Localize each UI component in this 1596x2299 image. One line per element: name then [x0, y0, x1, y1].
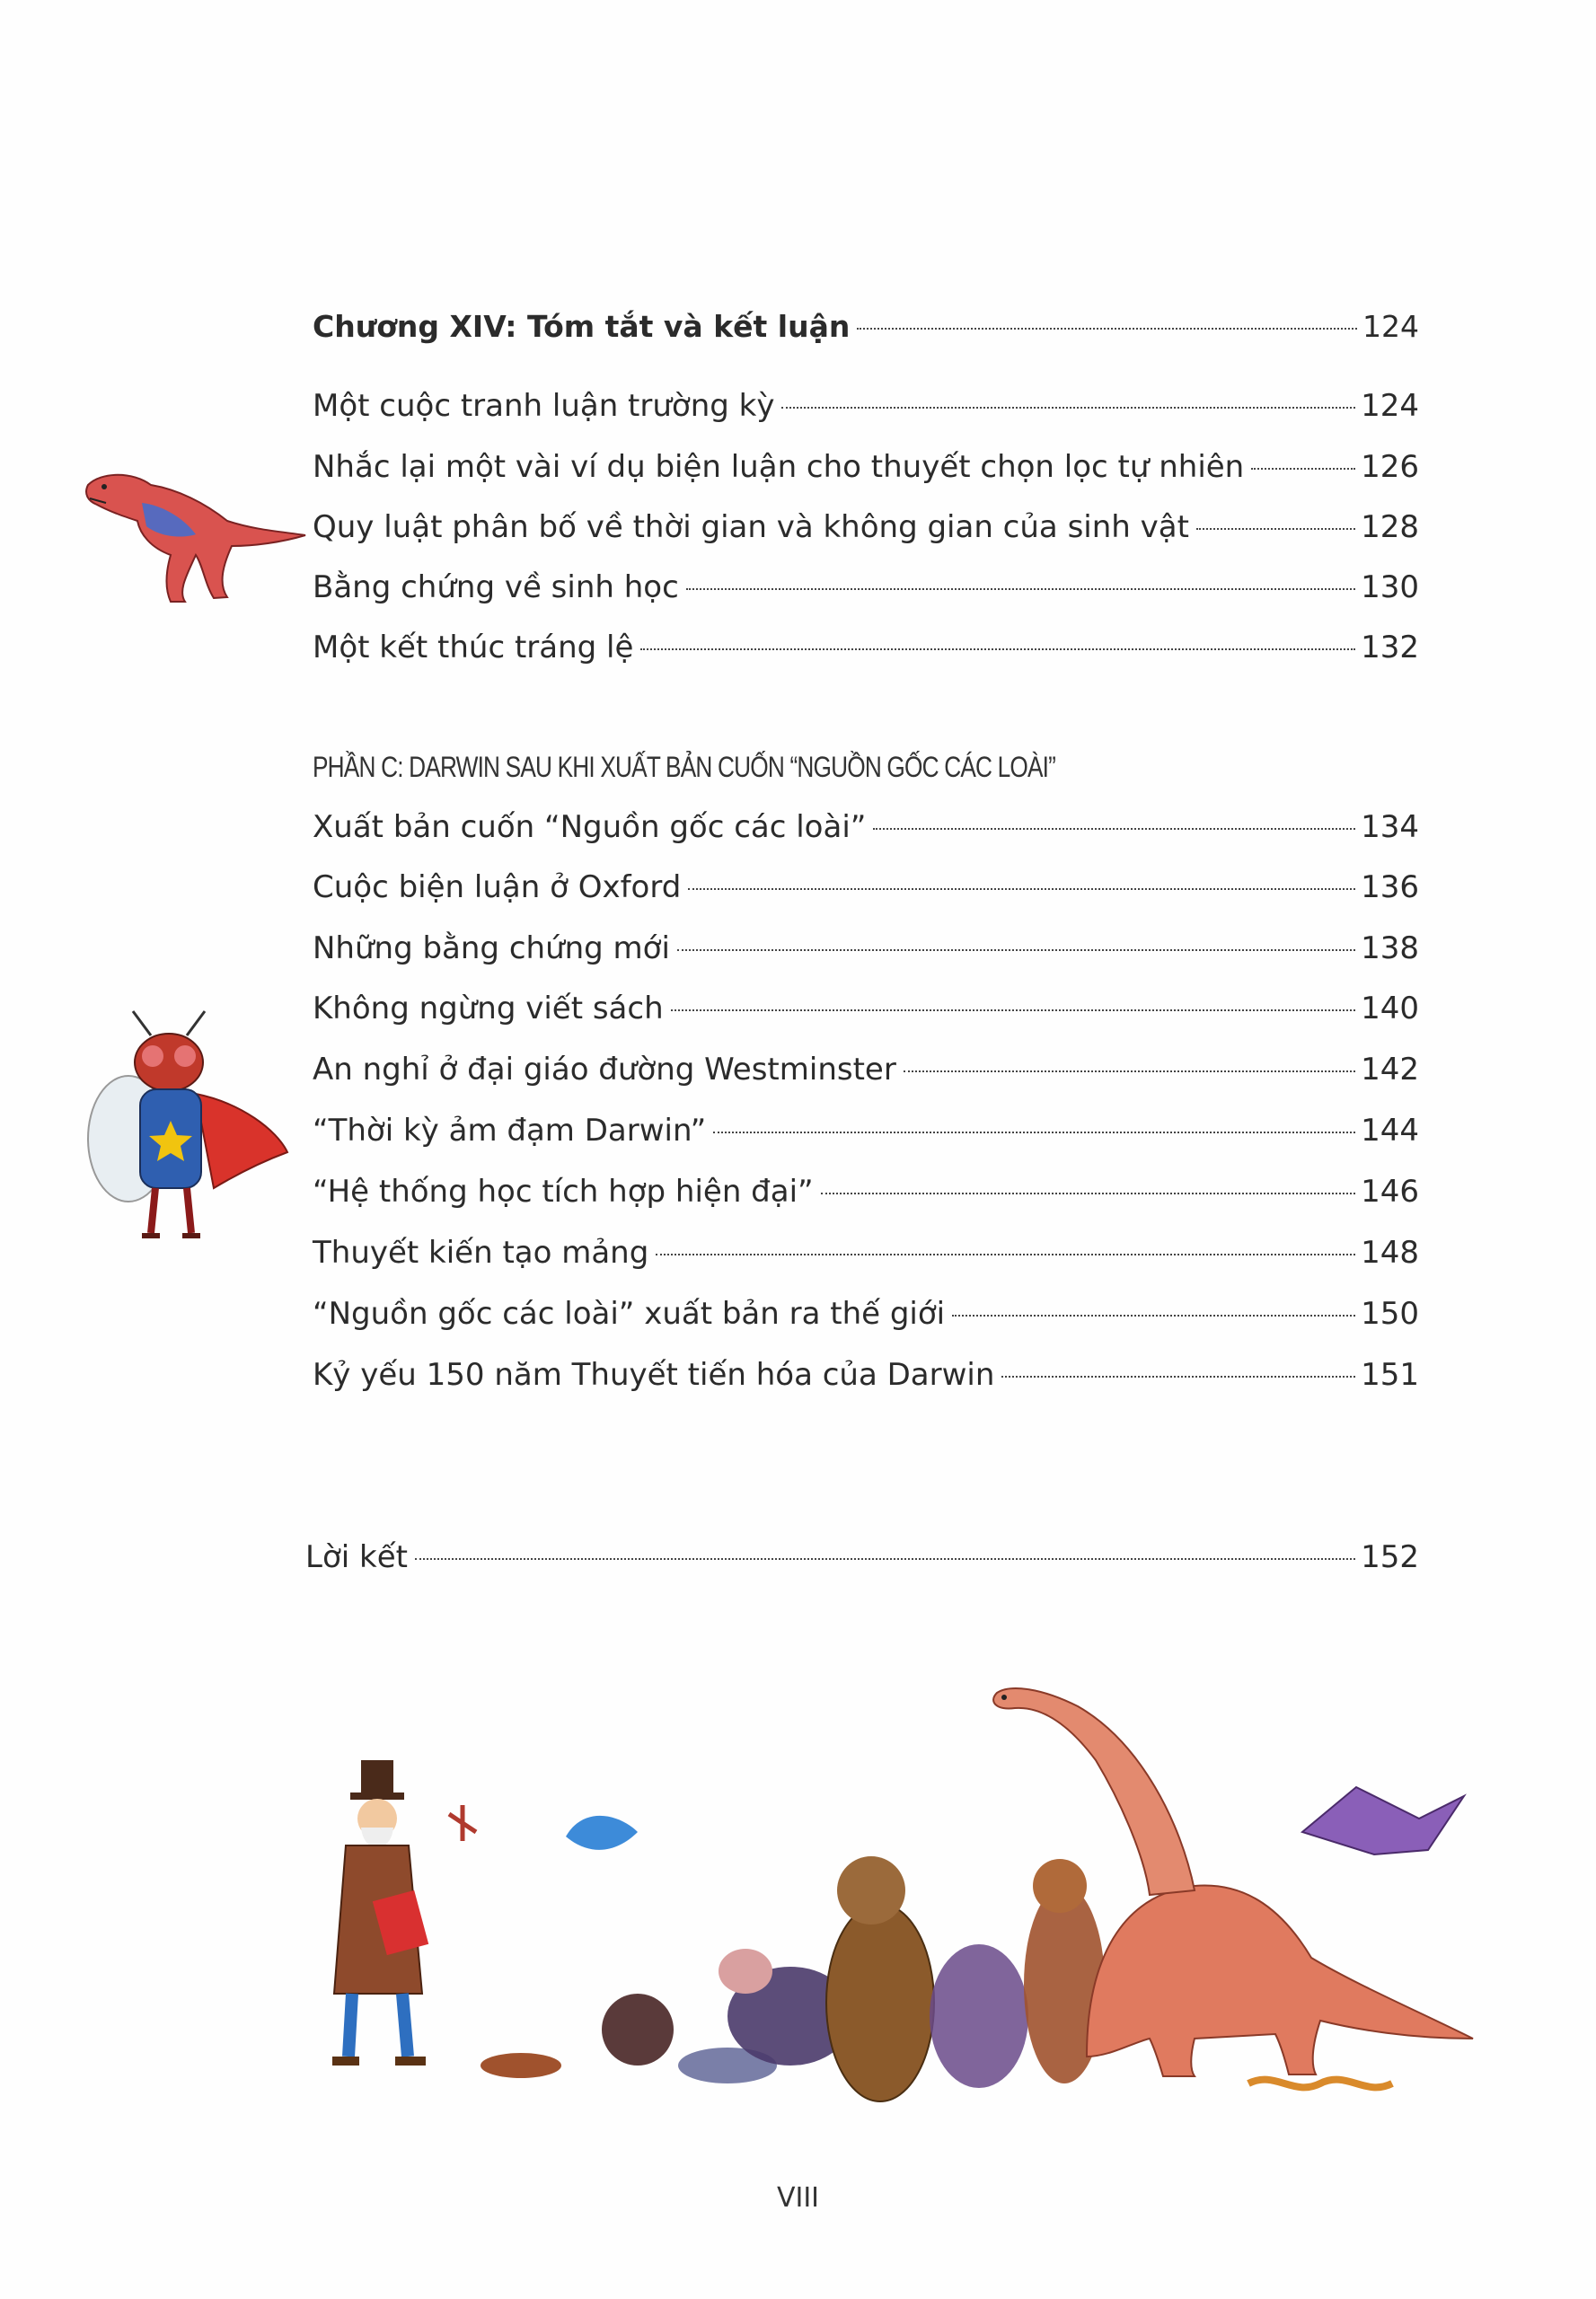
toc-entry[interactable]	[313, 868, 1419, 907]
entry-title: Những bằng chứng mới	[313, 930, 670, 966]
page-number: 142	[1361, 1052, 1419, 1088]
darwin-figure	[332, 1760, 428, 2061]
chapter-heading[interactable]	[313, 307, 1419, 347]
toc-entry[interactable]	[313, 989, 1419, 1028]
red-dinosaur-illustration	[70, 449, 313, 611]
toc-entry[interactable]	[313, 628, 1419, 667]
page-number: 132	[1361, 630, 1419, 665]
page-number: 126	[1361, 449, 1419, 485]
chapter-title: Chương XIV: Tóm tắt và kết luận	[313, 309, 851, 344]
dot-leader	[671, 1009, 1355, 1011]
entry-title: Xuất bản cuốn “Nguồn gốc các loài”	[313, 809, 867, 845]
page-number: 140	[1361, 991, 1419, 1026]
dot-leader	[857, 328, 1357, 330]
dot-leader	[1251, 468, 1355, 470]
entry-title: Nhắc lại một vài ví dụ biện luận cho thuyết chọn lọc tự nhiên	[313, 449, 1245, 485]
entry-title: Một kết thúc tráng lệ	[313, 630, 634, 665]
page-number: 144	[1361, 1113, 1419, 1149]
dot-leader	[656, 1254, 1355, 1255]
entry-title: “Hệ thống học tích hợp hiện đại”	[313, 1174, 814, 1210]
page-number: 150	[1361, 1296, 1419, 1332]
dot-leader	[686, 588, 1355, 590]
entry-title: “Thời kỳ ảm đạm Darwin”	[313, 1113, 707, 1149]
entry-title: “Nguồn gốc các loài” xuất bản ra thế giới	[313, 1296, 946, 1332]
toc-entry[interactable]	[313, 1172, 1419, 1211]
page-number: 152	[1361, 1539, 1419, 1575]
toc-entry[interactable]	[313, 1355, 1419, 1395]
page-number: 128	[1361, 509, 1419, 545]
toc-entry-closing[interactable]	[305, 1537, 1419, 1577]
dot-leader	[713, 1132, 1355, 1133]
section-label: PHẦN C: DARWIN SAU KHI XUẤT BẢN CUỐN “NGUỒN GỐC CÁC LOÀI”	[313, 751, 1056, 783]
dot-leader	[952, 1315, 1355, 1317]
entry-title: Kỷ yếu 150 năm Thuyết tiến hóa của Darwin	[313, 1357, 995, 1393]
toc-entry[interactable]	[313, 386, 1419, 426]
toc-entry[interactable]	[313, 568, 1419, 607]
entry-title: Cuộc biện luận ở Oxford	[313, 869, 682, 905]
page-number: 134	[1361, 809, 1419, 845]
entry-title: Một cuộc tranh luận trường kỳ	[313, 388, 775, 424]
dot-leader	[415, 1558, 1355, 1560]
entry-title: Bằng chứng về sinh học	[313, 569, 679, 605]
entry-title: An nghỉ ở đại giáo đường Westminster	[313, 1052, 896, 1088]
toc-entry[interactable]	[313, 1233, 1419, 1273]
darwin-animal-parade-illustration	[296, 1661, 1482, 2110]
dot-leader	[873, 828, 1355, 830]
dot-leader	[640, 648, 1355, 650]
toc-entry[interactable]	[313, 807, 1419, 847]
toc-entry[interactable]	[313, 1111, 1419, 1150]
dot-leader	[821, 1193, 1355, 1194]
entry-title: Thuyết kiến tạo mảng	[313, 1235, 649, 1271]
entry-title: Không ngừng viết sách	[313, 991, 664, 1026]
dot-leader	[1001, 1376, 1355, 1378]
dot-leader	[677, 949, 1355, 951]
page-number: 148	[1361, 1235, 1419, 1271]
page-number: 124	[1362, 309, 1419, 344]
dot-leader	[688, 888, 1355, 890]
page-number: 124	[1361, 388, 1419, 424]
toc-entry[interactable]	[313, 447, 1419, 487]
dot-leader	[904, 1070, 1355, 1072]
page-number: 151	[1361, 1357, 1419, 1393]
page-folio: VIII	[776, 2182, 820, 2214]
toc-entry[interactable]	[313, 929, 1419, 968]
entry-title: Quy luật phân bố về thời gian và không gian của sinh vật	[313, 509, 1189, 545]
dot-leader	[781, 407, 1355, 409]
page-number: 130	[1361, 569, 1419, 605]
toc-entry[interactable]	[313, 1050, 1419, 1089]
page-number: 146	[1361, 1174, 1419, 1210]
entry-title: Lời kết	[305, 1539, 408, 1575]
toc-entry[interactable]	[313, 507, 1419, 547]
caped-fly-illustration	[79, 1004, 295, 1255]
page-number: 138	[1361, 930, 1419, 966]
toc-entry[interactable]	[313, 1294, 1419, 1334]
dot-leader	[1196, 528, 1355, 530]
page-number: 136	[1361, 869, 1419, 905]
